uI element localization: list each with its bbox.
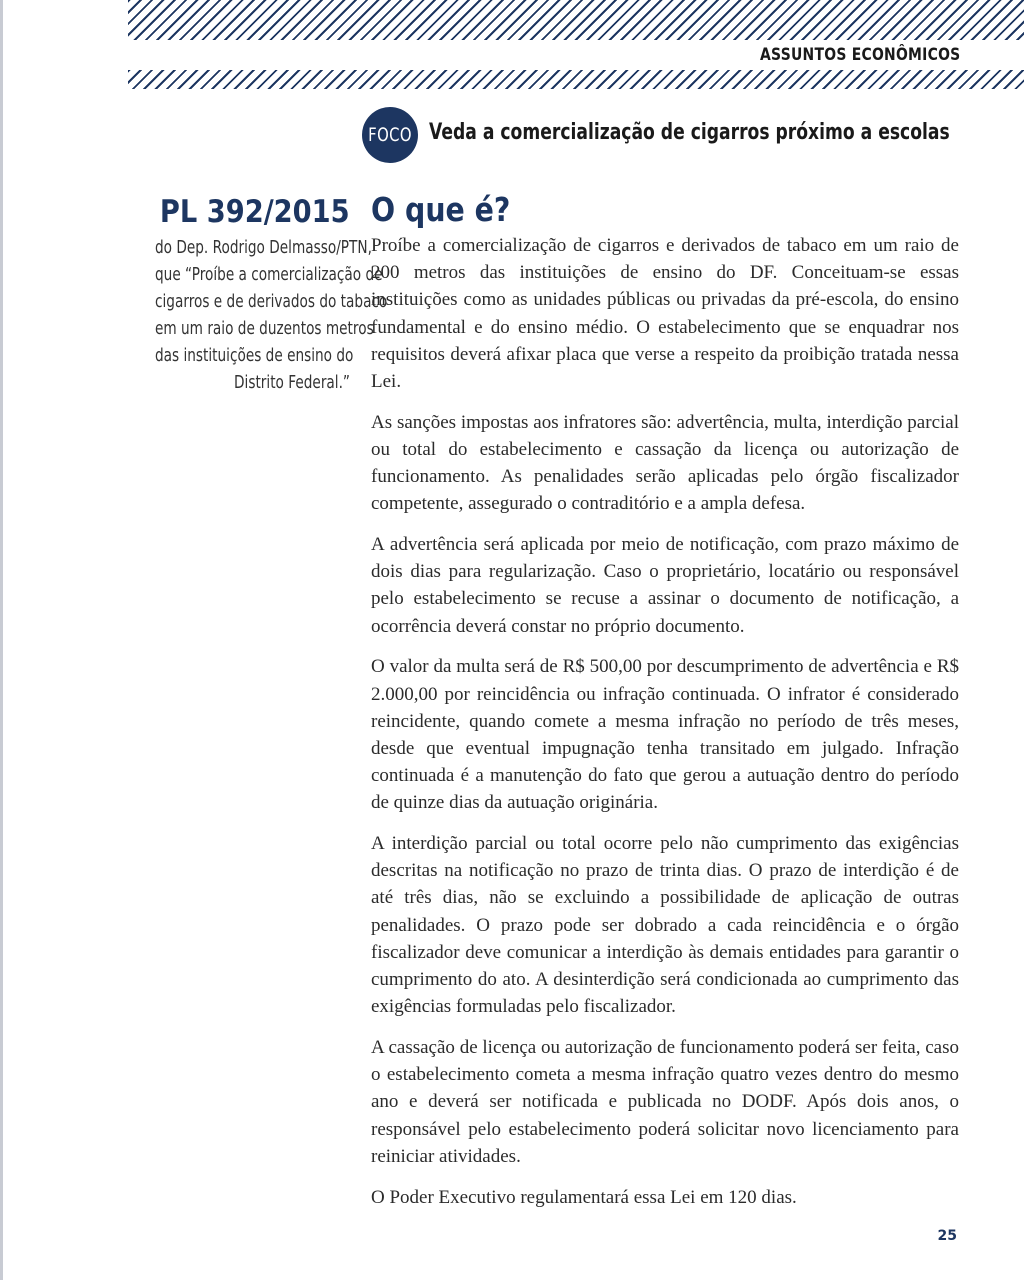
body-paragraph: Proíbe a comercialização de cigarros e derivados de tabaco em um raio de 200 metros das instituições de ensino do DF. Conceituam-se essas instituições como as unidades públicas ou privadas da pré-escola, do ensino fundamental e do ensino médio. O estabelecimento que se enquadrar nos requisitos deverá afixar placa que verse a respeito da proibição tratada nessa Lei. (371, 235, 959, 393)
body-paragraph: A advertência será aplicada por meio de notificação, com prazo máximo de dois dias para regularização. Caso o proprietário, locatário ou responsável pelo estabelecimento se recuse a assinar o documento de notificação, a ocorrência deverá constar no próprio documento. (371, 534, 959, 637)
foco-badge-label: FOCO (368, 124, 412, 146)
page-left-rule (0, 0, 3, 1280)
page-number: 25 (937, 1228, 957, 1244)
body-paragraph: O Poder Executivo regulamentará essa Lei em 120 dias. (371, 1186, 797, 1208)
article-body (371, 232, 959, 1224)
body-paragraph: A cassação de licença ou autorização de funcionamento poderá ser feita, caso o estabelecimento cometa a mesma infração quatro vezes dentro do mesmo ano e deverá ser notificada e publicada no DODF. Após dois anos, o responsável pelo estabelecimento poderá solicitar novo licenciamento para reiniciar atividades. (371, 1036, 959, 1167)
focus-title: Veda a comercialização de cigarros próximo a escolas (429, 120, 950, 145)
foco-badge (362, 107, 418, 163)
body-paragraph: O valor da multa será de R$ 500,00 por descumprimento de advertência e R$ 2.000,00 por reincidência ou infração continuada. O infrator é considerado reincidente, quando comete a mesma infração no período de três meses, desde que eventual impugnação tenha transitado em julgado. Infração continuada é a manutenção do fato que gerou a autuação dentro do período de quinze dias da autuação originária. (371, 656, 959, 814)
bill-number: PL 392/2015 (160, 194, 350, 230)
section-label: ASSUNTOS ECONÔMICOS (759, 45, 960, 65)
bill-description-line: Distrito Federal.” (234, 373, 350, 393)
bill-description-line: das instituições de ensino do (155, 346, 354, 366)
section-heading: O que é? (371, 190, 511, 229)
body-paragraph: As sanções impostas aos infratores são: advertência, multa, interdição parcial ou total do estabelecimento e cassação da licença ou autorização de funcionamento. As penalidades serão aplicadas pelo órgão fiscalizador competente, assegurado o contraditório e a ampla defesa. (371, 411, 959, 515)
bill-description-line: em um raio de duzentos metros (155, 319, 374, 339)
bill-description-line: cigarros e de derivados do tabaco (155, 292, 388, 312)
header-hatch-band-top (128, 0, 1024, 40)
bill-description-line: do Dep. Rodrigo Delmasso/PTN, (155, 238, 372, 258)
bill-description (100, 235, 388, 397)
bill-description-line: que “Proíbe a comercialização de (155, 265, 383, 285)
body-paragraph: A interdição parcial ou total ocorre pelo não cumprimento das exigências descritas na notificação no prazo de trinta dias. O prazo de interdição é de até três dias, não se excluindo a possibilidade de aplicação de outras penalidades. O prazo pode ser dobrado a cada reincidência e o órgão fiscalizador deve comunicar a interdição às demais entidades para garantir o cumprimento do ato. A desinterdição será condicionada ao cumprimento das exigências formuladas pelo fiscalizador. (371, 833, 959, 1018)
header-hatch-band-bottom (128, 70, 1024, 89)
